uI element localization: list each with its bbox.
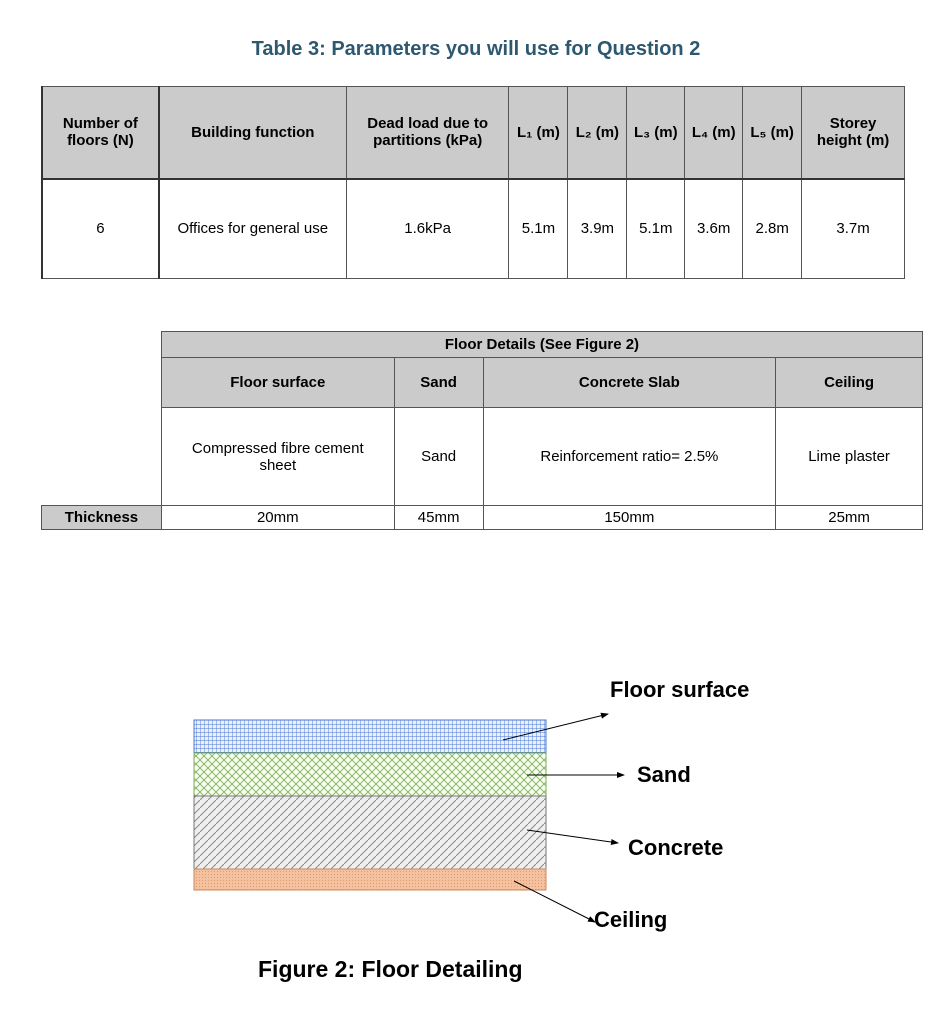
detail-floor-surface: Compressed fibre cement sheet (161, 408, 394, 506)
cell-l3: 5.1m (627, 179, 685, 279)
detail-ceiling: Lime plaster (776, 408, 923, 506)
thickness-floor-surface: 20mm (161, 506, 394, 530)
cell-dead-load: 1.6kPa (346, 179, 509, 279)
cell-l4: 3.6m (685, 179, 743, 279)
header-storey-height: Storey height (m) (802, 87, 905, 179)
thickness-label: Thickness (42, 506, 162, 530)
ceiling-layer (194, 869, 546, 890)
header-floor-surface: Floor surface (161, 358, 394, 408)
floor-details-title: Floor Details (See Figure 2) (161, 332, 922, 358)
header-dead-load: Dead load due to partitions (kPa) (346, 87, 509, 179)
ceiling-arrow (514, 881, 595, 922)
table-title: Table 3: Parameters you will use for Question 2 (251, 38, 701, 60)
cell-l1: 5.1m (509, 179, 568, 279)
floor-surface-layer (194, 720, 546, 753)
header-l3: L₃ (m) (627, 87, 685, 179)
figure-caption: Figure 2: Floor Detailing (258, 956, 523, 982)
header-l5: L₅ (m) (743, 87, 802, 179)
sand-layer (194, 753, 546, 796)
detail-sand: Sand (394, 408, 483, 506)
header-concrete-slab: Concrete Slab (483, 358, 776, 408)
cell-l2: 3.9m (568, 179, 627, 279)
header-sand: Sand (394, 358, 483, 408)
cell-floors: 6 (42, 179, 159, 279)
thickness-ceiling: 25mm (776, 506, 923, 530)
cell-storey-height: 3.7m (802, 179, 905, 279)
label-sand: Sand (637, 762, 691, 787)
header-l2: L₂ (m) (568, 87, 627, 179)
concrete-layer (194, 796, 546, 869)
header-ceiling: Ceiling (776, 358, 923, 408)
cell-building-function: Offices for general use (159, 179, 347, 279)
header-l1: L₁ (m) (509, 87, 568, 179)
label-floor-surface: Floor surface (610, 677, 750, 702)
thickness-sand: 45mm (394, 506, 483, 530)
header-building-function: Building function (159, 87, 347, 179)
header-floors: Number of floors (N) (42, 87, 159, 179)
thickness-concrete: 150mm (483, 506, 776, 530)
header-l4: L₄ (m) (685, 87, 743, 179)
cell-l5: 2.8m (743, 179, 802, 279)
label-ceiling: Ceiling (594, 907, 668, 932)
detail-concrete: Reinforcement ratio= 2.5% (483, 408, 776, 506)
label-concrete: Concrete (628, 835, 724, 860)
